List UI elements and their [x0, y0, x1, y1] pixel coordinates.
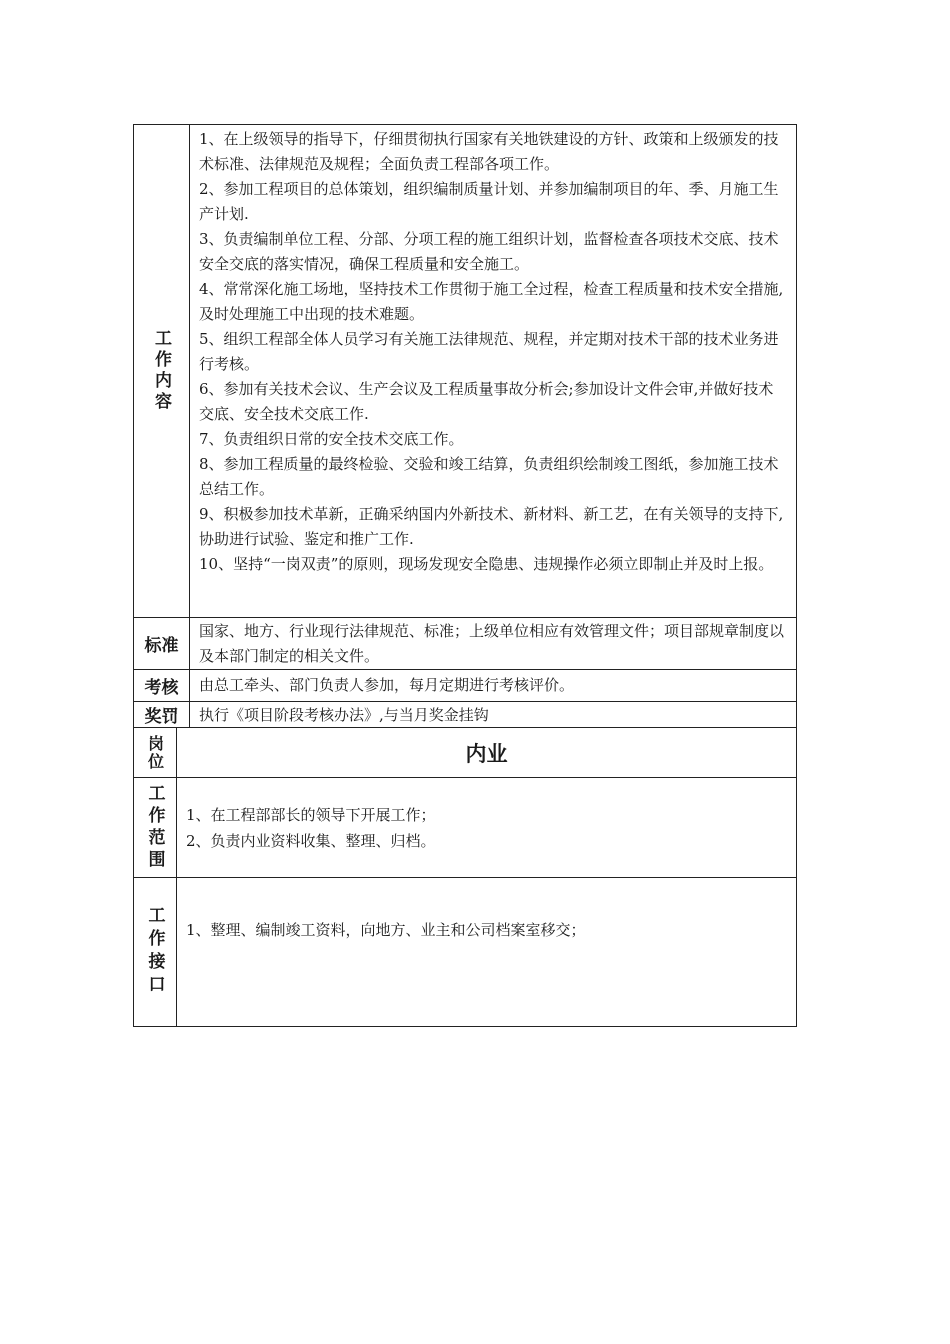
duty-item: 10、坚持“一岗双责”的原则，现场发现安全隐患、违规操作必须立即制止并及时上报。	[199, 555, 774, 573]
position-row	[134, 728, 796, 778]
duty-item: 2、参加工程项目的总体策划，组织编制质量计划、并参加编制项目的年、季、月施工生产计划.	[199, 180, 779, 223]
scope-row	[134, 778, 796, 878]
duty-item: 7、负责组织日常的安全技术交底工作。	[199, 430, 464, 448]
assessment-content	[190, 670, 796, 701]
interface-label: 工作接口	[134, 878, 177, 1026]
standard-text: 国家、地方、行业现行法律规范、标准；上级单位相应有效管理文件；项目部规章制度以及本部门制定的相关文件。	[199, 621, 785, 665]
reward-text: 执行《项目阶段考核办法》,与当月奖金挂钩	[199, 705, 489, 724]
scope-label: 工作范围	[134, 778, 177, 877]
standard-content	[190, 618, 796, 669]
scope-content	[177, 778, 796, 877]
standard-label: 标准	[134, 618, 190, 669]
scope-item: 2、负责内业资料收集、整理、归档。	[186, 831, 436, 850]
interface-item: 1、整理、编制竣工资料，向地方、业主和公司档案室移交；	[186, 921, 586, 939]
assessment-label: 考核	[134, 670, 190, 701]
duty-item: 5、组织工程部全体人员学习有关施工法律规范、规程，并定期对技术干部的技术业务进行考核。	[199, 330, 779, 373]
duty-item: 8、参加工程质量的最终检验、交验和竣工结算，负责组织绘制竣工图纸，参加施工技术总结工作。	[199, 455, 779, 498]
duty-item: 4、常常深化施工场地，坚持技术工作贯彻于施工全过程，检查工程质量和技术安全措施,及时处理施工中出现的技术难题。	[199, 280, 784, 323]
position-label: 岗位	[134, 728, 177, 777]
standard-row	[134, 618, 796, 670]
duty-item: 9、积极参加技术革新，正确采纳国内外新技术、新材料、新工艺，在有关领导的支持下,协助进行试验、鉴定和推广工作.	[199, 505, 784, 548]
reward-content	[190, 702, 796, 727]
interface-content	[177, 878, 796, 1026]
duties-label: 工作内容	[134, 125, 190, 617]
duties-row	[134, 125, 796, 618]
assessment-row	[134, 670, 796, 702]
reward-label: 奖罚	[134, 702, 190, 727]
duties-content	[190, 125, 796, 617]
position-title: 内业	[465, 741, 508, 766]
reward-row	[134, 702, 796, 728]
job-description-table	[133, 124, 797, 1027]
duty-item: 3、负责编制单位工程、分部、分项工程的施工组织计划，监督检查各项技术交底、技术安全交底的落实情况，确保工程质量和安全施工。	[199, 230, 779, 273]
duty-item: 6、参加有关技术会议、生产会议及工程质量事故分析会;参加设计文件会审,并做好技术交底、安全技术交底工作.	[199, 380, 774, 423]
interface-row	[134, 878, 796, 1026]
assessment-text: 由总工牵头、部门负责人参加，每月定期进行考核评价。	[199, 676, 575, 694]
duty-item: 1、在上级领导的指导下，仔细贯彻执行国家有关地铁建设的方针、政策和上级颁发的技术标准、法律规范及规程；全面负责工程部各项工作。	[199, 130, 779, 173]
scope-item: 1、在工程部部长的领导下开展工作；	[186, 805, 436, 824]
